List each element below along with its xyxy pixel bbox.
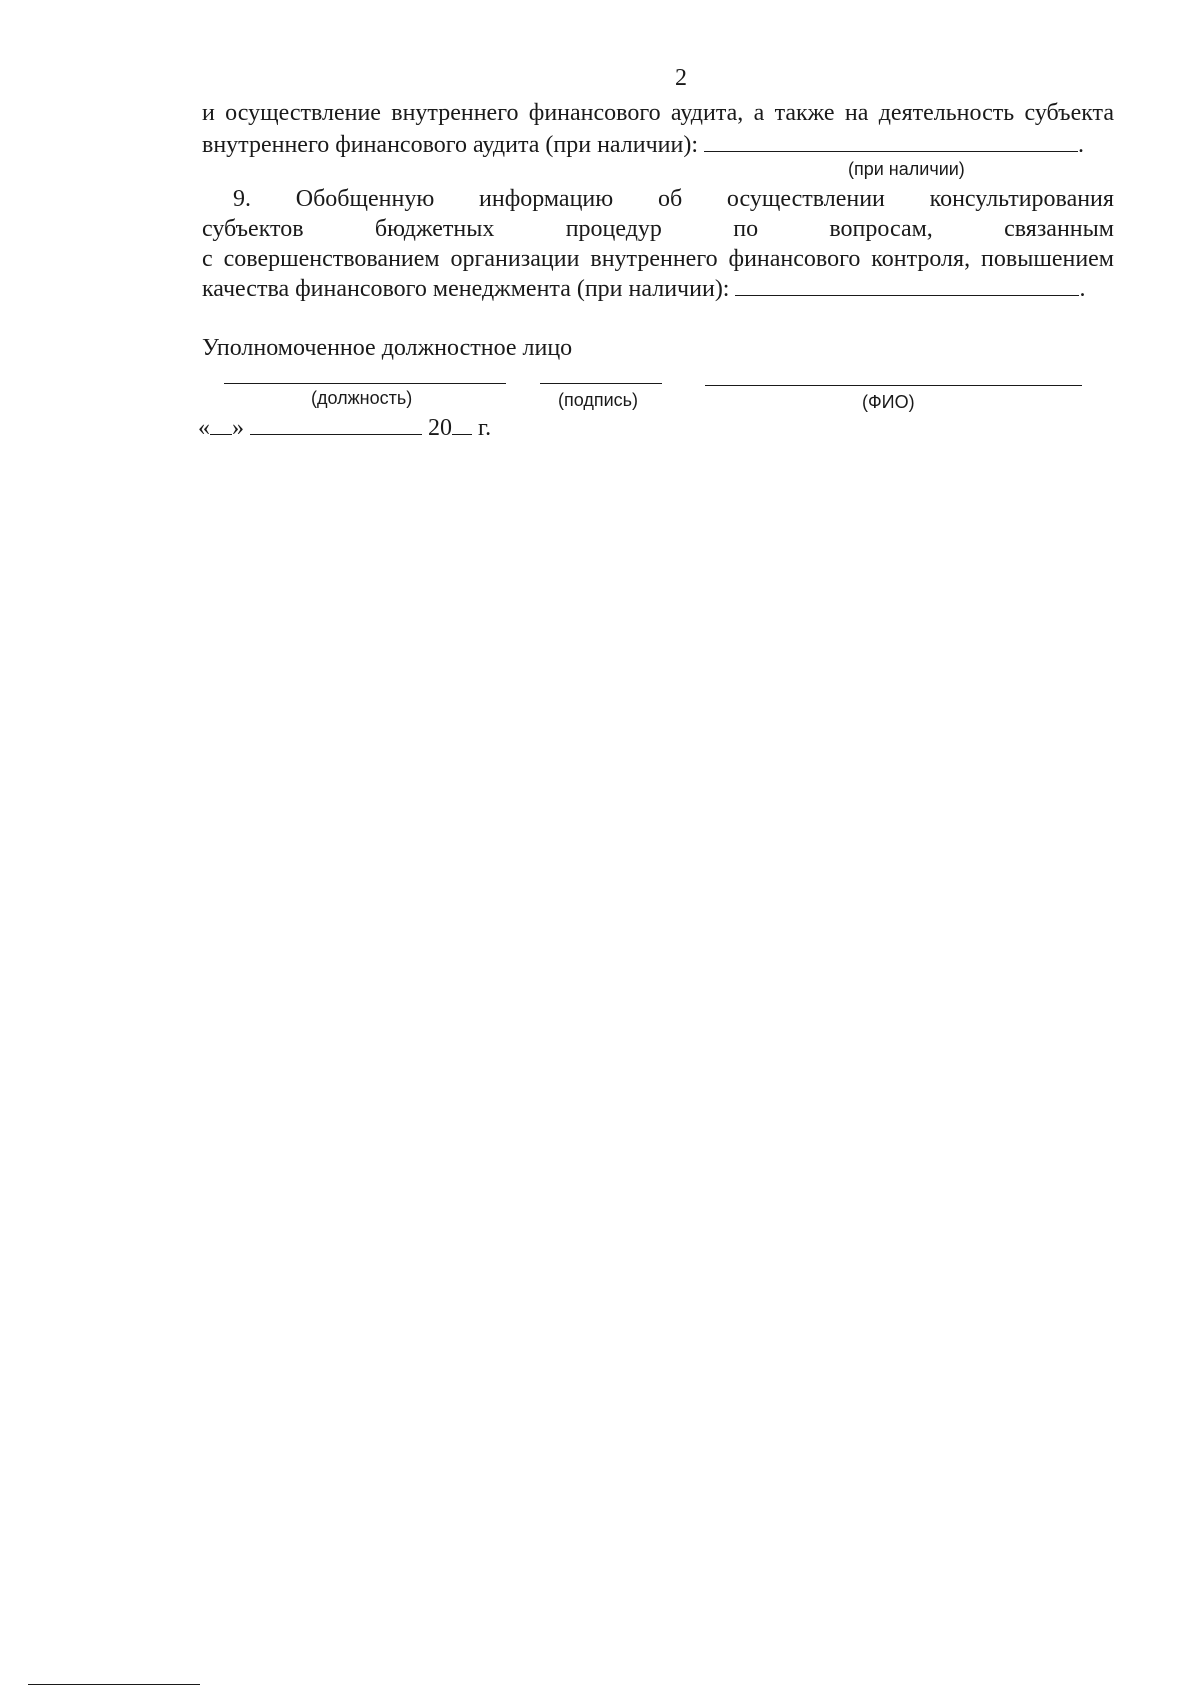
year-prefix: 20 xyxy=(428,415,452,441)
section9-line3: с совершенствованием организации внутреннего финансового контроля, повышением xyxy=(202,246,1114,272)
section9-word: по xyxy=(733,216,759,242)
section8-line2-text: внутреннего финансового аудита (при наличии): xyxy=(202,132,699,158)
year-field[interactable] xyxy=(452,416,472,435)
section9-line4-end: . xyxy=(1079,276,1086,302)
section9-word: консультирования xyxy=(929,186,1114,212)
footnote-rule xyxy=(28,1684,200,1685)
page-number: 2 xyxy=(675,65,687,91)
signature-line[interactable] xyxy=(540,383,662,384)
section9-word: субъектов xyxy=(202,216,304,242)
section9-word: бюджетных xyxy=(374,216,495,242)
date-close-quote: » xyxy=(232,415,244,441)
section9-word: вопросам, xyxy=(829,216,933,242)
section8-line1: и осуществление внутреннего финансового аудита, а также на деятельность субъекта xyxy=(202,100,1114,126)
section9-word: об xyxy=(657,186,683,212)
section8-caption: (при наличии) xyxy=(848,159,965,179)
section9-word: 9. xyxy=(233,186,251,212)
signature-heading: Уполномоченное должностное лицо xyxy=(202,335,573,361)
section9-line4 xyxy=(202,274,1114,304)
section9-line4-text: качества финансового менеджмента (при наличии): xyxy=(202,276,730,302)
day-field[interactable] xyxy=(210,416,232,435)
section8-line2 xyxy=(202,130,1114,160)
year-suffix: г. xyxy=(478,415,492,441)
section9-word: Обобщенную xyxy=(295,186,435,212)
section8-line2-end: . xyxy=(1078,132,1085,158)
section9-word: информацию xyxy=(479,186,614,212)
name-line[interactable] xyxy=(705,385,1082,386)
month-field[interactable] xyxy=(250,416,422,435)
date-line xyxy=(198,413,491,443)
position-caption: (должность) xyxy=(311,388,413,408)
signature-caption: (подпись) xyxy=(558,390,639,410)
section9-line1 xyxy=(233,184,1114,214)
section9-blank-field[interactable] xyxy=(735,277,1079,296)
section8-blank-field[interactable] xyxy=(704,133,1078,152)
section9-line2 xyxy=(202,214,1114,244)
section9-word: процедур xyxy=(565,216,662,242)
name-caption: (ФИО) xyxy=(862,392,915,412)
date-open-quote: « xyxy=(198,415,210,441)
section9-word: связанным xyxy=(1004,216,1114,242)
position-line[interactable] xyxy=(224,383,506,384)
section9-word: осуществлении xyxy=(726,186,885,212)
